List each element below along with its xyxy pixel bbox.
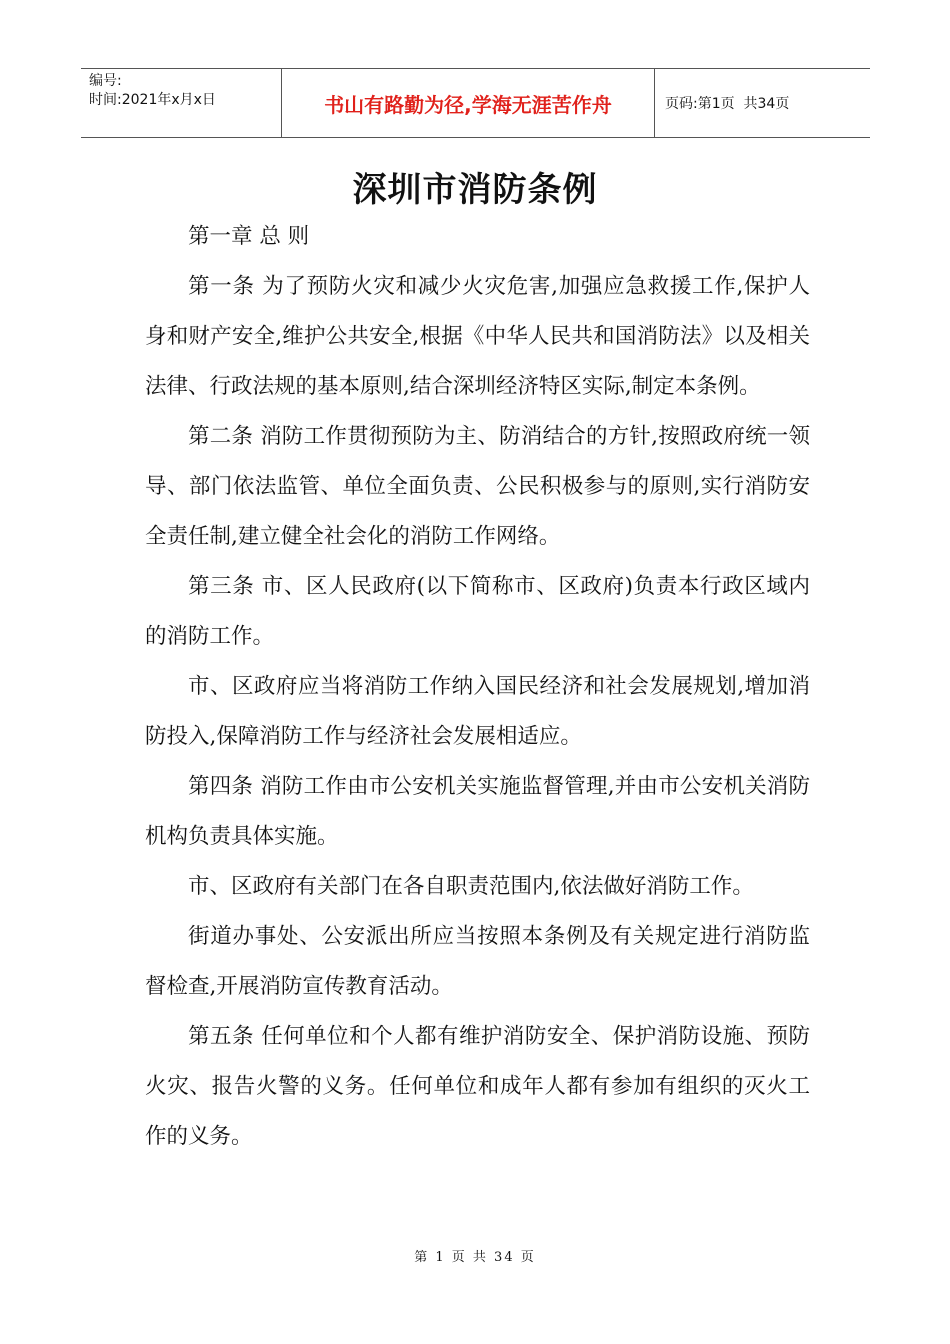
- page-info-text: 页码:第1页 共34页: [665, 96, 790, 112]
- header-meta: [81, 69, 282, 137]
- page-header: [81, 68, 870, 138]
- number-label: 编号:: [89, 73, 122, 89]
- time-label: 时间:2021年x月x日: [89, 92, 216, 108]
- article-paragraph: 市、区政府应当将消防工作纳入国民经济和社会发展规划,增加消防投入,保障消防工作与经济社会发展相适应。: [145, 674, 810, 749]
- article-paragraph: 市、区政府有关部门在各自职责范围内,依法做好消防工作。: [188, 874, 754, 899]
- document-title: 深圳市消防条例: [352, 170, 598, 210]
- header-motto: 书山有路勤为径,学海无涯苦作舟: [282, 69, 655, 137]
- page-footer: 第 1 页 共 34 页: [414, 1250, 536, 1265]
- article-paragraph: 第五条 任何单位和个人都有维护消防安全、保护消防设施、预防火灾、报告火警的义务。任何单位和成年人都有参加有组织的灭火工作的义务。: [145, 1024, 810, 1149]
- article-paragraph: 第三条 市、区人民政府(以下简称市、区政府)负责本行政区域内的消防工作。: [145, 574, 810, 649]
- document-body: [145, 212, 810, 1162]
- chapter-heading: 第一章 总 则: [188, 224, 310, 249]
- article-paragraph: 街道办事处、公安派出所应当按照本条例及有关规定进行消防监督检查,开展消防宣传教育活动。: [145, 924, 810, 999]
- article-paragraph: 第二条 消防工作贯彻预防为主、防消结合的方针,按照政府统一领导、部门依法监管、单位全面负责、公民积极参与的原则,实行消防安全责任制,建立健全社会化的消防工作网络。: [145, 424, 810, 549]
- header-page-info: [655, 69, 870, 137]
- article-paragraph: 第一条 为了预防火灾和减少火灾危害,加强应急救援工作,保护人身和财产安全,维护公共安全,根据《中华人民共和国消防法》以及相关法律、行政法规的基本原则,结合深圳经济特区实际,制定本条例。: [145, 274, 810, 399]
- article-paragraph: 第四条 消防工作由市公安机关实施监督管理,并由市公安机关消防机构负责具体实施。: [145, 774, 810, 849]
